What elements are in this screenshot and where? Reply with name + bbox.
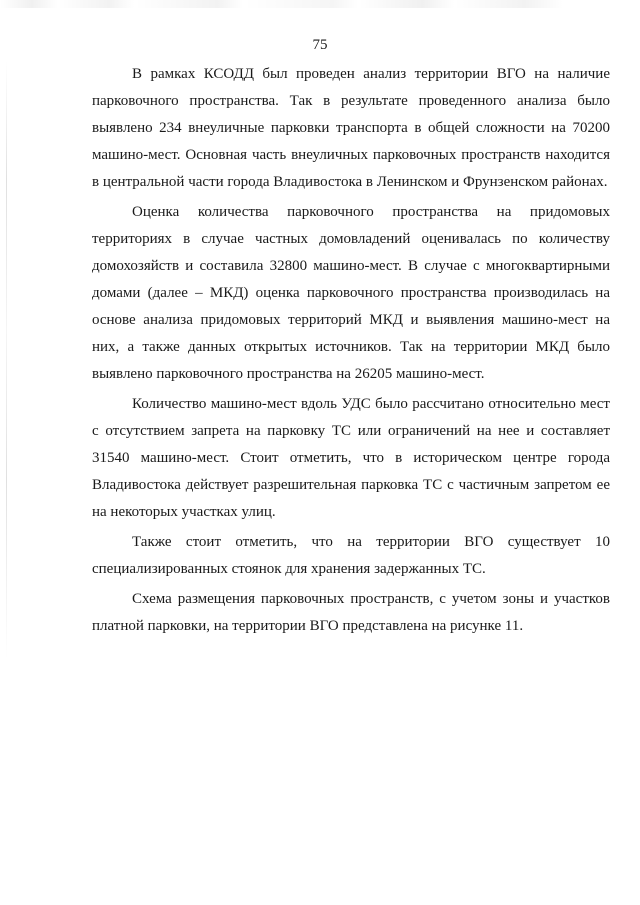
page-number: 75: [312, 37, 328, 53]
paragraph-figure-reference: Схема размещения парковочных пространств, с учетом зоны и участков платной парковки, на территории ВГО представлена на рисунке 11.: [92, 591, 610, 634]
paragraph-impound-lots: Также стоит отметить, что на территории ВГО существует 10 специализированных стоянок для хранения задержанных ТС.: [92, 534, 610, 577]
paragraph-yard-parking: Оценка количества парковочного пространства на придомовых территориях в случае частных домовладений оценивалась по количеству домохозяйств и составила 32800 машино-мест. В случае с многоквартирными домами (далее – МКД) оценка парковочного пространства производилась на основе анализа придомовых территорий МКД и выявления машино-мест на них, а также данных открытых источников. Так на территории МКД было выявлено парковочного пространства на 26205 машино-мест.: [92, 204, 610, 382]
scan-artifact-top: [0, 0, 640, 8]
paragraph-parking-analysis: В рамках КСОДД был проведен анализ территории ВГО на наличие парковочного пространства. Так в результате проведенного анализа было выявлено 234 внеуличные парковки транспорта в общей сложности на 70200 машино-мест. Основная часть внеуличных парковочных пространств находится в центральной части города Владивостока в Ленинском и Фрунзенском районах.: [92, 66, 610, 190]
scan-artifact-left-edge: [6, 60, 7, 660]
document-body: [92, 61, 610, 643]
paragraph-street-parking: Количество машино-мест вдоль УДС было рассчитано относительно мест с отсутствием запрета на парковку ТС или ограничений на нее и составляет 31540 машино-мест. Стоит отметить, что в историческом центре города Владивостока действует разрешительная парковка ТС с частичным запретом ее на некоторых участках улиц.: [92, 396, 610, 520]
